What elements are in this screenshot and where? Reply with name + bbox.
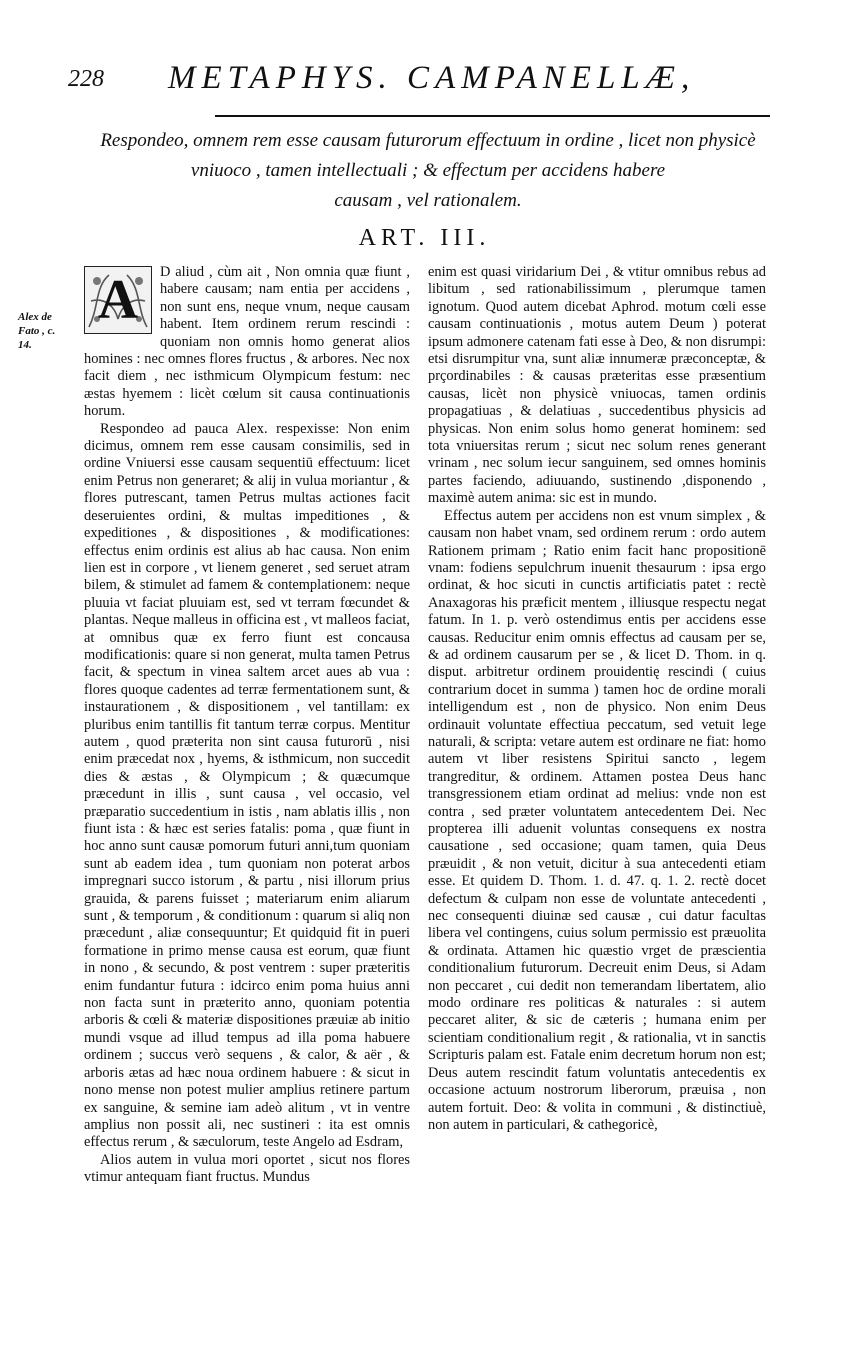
margin-note-line: Alex de bbox=[18, 311, 52, 323]
left-column bbox=[84, 264, 410, 1187]
initial-letter: A bbox=[97, 269, 139, 331]
margin-note bbox=[18, 310, 74, 352]
summary-line: Respondeo, omnem rem esse causam futurorum effectuum in ordine , licet non physicè bbox=[100, 130, 756, 151]
running-head bbox=[68, 60, 768, 100]
header-rule bbox=[215, 115, 770, 117]
paragraph: Effectus autem per accidens non est vnum simplex , & causam non habet vnam, sed ordinem rerum : ordo autem Rationem primam ; Ratio enim facit hanc propositionē vnam: fodiens sepulchrum inuenit thesaurum : ipsa ergo ordinat, & hoc sicuti in cunctis artificiatis patet : rectè Anaxagoras his præficit mentem , illiusque respectu negat fatum. In 1. p. verò ostendimus entis per accidens esse causas. Reducitur enim omnis effectus ad causam per se, & ad ordinem causarum per se , & licet D. Thom. in q. disput. arbitretur ordinem prouidentię rescindi ( cuius contrarium docet in summa ) tamen hoc de ordine morali intelligendum est , non de physico. Non enim Deus ordinauit voluntate effectiua peccatum, sed vetuit lege naturali, & scripta: vetare autem est ordinare ne fiat: homo autem vt liber resistens Spiritui sancto , legem trangreditur, & ordinem. Attamen postea Deus hanc transgressionem etiam ordinat ad melius: vnde non est contra , sed præter voluntatem antecedentem Dei. Nec propterea illi aduenit voluntas consequens ex nostra causatione , sed occasione; quam tamen, quia Deus præuidit , & non vetuit, dicitur à sua antecedenti etiam esse. Et quidem D. Thom. 1. d. 47. q. 1. 2. rectè docet defectum & culpam non esse de voluntate antecedenti , nec consequenti diuinæ sed causæ , cui datur facultas libera vel contingens, cuius solum permissio est præuolita & ordinata. Attamen hic quæstio vrget de præscientia conditionalium futurorum. Decreuit enim Deus, si Adam non peccaret , cui dedit non temerandam libertatem, alio modo ordinare res politicas & naturales : si autem peccaret aliter, & sic de cæteris ; humana enim per scientiam conditionalium regit , & rationalia, vt in sanctis Scripturis palam est. Fatale enim decretum horum non est; Deus autem rescindit fatum voluntatis antecedentis ex occasione actuum nostrorum liberorum, præuisa , non autem fortuit. Deo: & volita in communi , & distinctiuè, non autem in particulari, & cathegoricè, bbox=[428, 507, 766, 1133]
running-title: METAPHYS. CAMPANELLÆ, bbox=[168, 60, 696, 96]
summary-line: causam , vel rationalem. bbox=[334, 190, 522, 211]
article-heading: ART. III. bbox=[358, 225, 491, 251]
summary-line: vniuoco , tamen intellectuali ; & effectum per accidens habere bbox=[190, 160, 666, 181]
paragraph: Respondeo ad pauca Alex. respexisse: Non enim dicimus, omnem rem esse causam consimilis, sed in ordine Vniuersi esse causam sequentiū effectuum: licet enim Petrus non generaret; & alij in vulua moriantur , & flores putrescant, tamen Petrus multas actiones facit deseruientes ordini, & multas impeditiones , & expeditiones , & dispositiones , & modificationes: effectus enim ordinis est alius ab hac causa. Non enim lien est in corpore , vt lienem generet , sed seruet atram bilem, & stimulet ad famem & contemplationem: neque pluuia vt faciat pluuiam est, sed vt terram fœcundet & plantas. Neque malleus in officina est , vt malleos faciat, at omnibus quæ ex ferro fiunt est concausa modificationis: quare si non generat, multa tamen Petrus facit, & spectum in vinea saltem arcet aues ab vua : flores quoque cadentes ad terræ fermentationem sunt, & instaurationem , & dispositionem , vel tantillam: ex pluribus enim tantillis fit tantum terræ corpus. Mentitur autem , quod præterita non sint causa futurorū , nisi enim præcedat nox , hyems, & isthmicum, non succedit dies & æstas , & Olympicum ; & quæcumque præcedunt in illis , sunt causa , vel occasio, vel præparatio succedentium in istis , nam ablatis illis , non fiunt ista : & hæc est series fatalis: poma , quæ fiunt in hoc anno sunt causæ pomorum futuri anni,tum quoniam sunt ab eadem idea , tum quoniam non poterat arbos impregnari succo istorum , & partu , nisi illorum prius grauida, & parens fuisset ; materiarum enim aliarum sunt , & temporum , & conditionum : quarum si aliq non præcedunt , aliæ consequuntur; Et quidquid fit in pueri formatione in primo mense causa est eorum, quæ fiunt in nono , & secundo, & post ventrem : super præteritis enim fundantur futura : idcirco enim poma huius anni non facta sunt in præterito anno, quoniam potentia arboris & cœli & materiæ dispositiones præuiæ ab initio mundi vsque ad illud tempus ad illa poma habuere ordinem ; succus verò sequens , & calor, & aër , & arboris ætas ad hæc noua ordinem habuere : & sicut in nono mense non potest mulier amplius retinere partum ex sanguine, & semine iam adeò alitum , vt in ventre amplius non possit ali, nec sustineri : ita est omnis effectus rerum , & sæculorum, teste Angelo ad Esdram, bbox=[84, 420, 410, 1151]
first-paragraph-text: D aliud , cùm ait , Non omnia quæ fiunt , habere causam; nam entia per accidens , non sunt ens, neque vnum, neque causam habent. Item ordinem rerum rescindi : quoniam non omnis homo generat alios homines : nec omnes flores fructus , & arbores. Nec nox facit diem , nec isthmicum Olympicum festum: nec æstas hyemem : licèt cœlum sit causa continuationis horum. bbox=[84, 264, 410, 420]
margin-note-line: Fato , c. bbox=[18, 325, 56, 337]
article-summary bbox=[78, 126, 778, 216]
page-number: 228 bbox=[68, 66, 104, 92]
margin-note-line: 14. bbox=[18, 339, 32, 351]
paragraph: Alios autem in vulua mori oportet , sicut nos flores vtimur antequam fiant fructus. Mundus bbox=[84, 1151, 410, 1186]
right-column bbox=[428, 264, 766, 1134]
paragraph: enim est quasi viridarium Dei , & vtitur omnibus rebus ad libitum , sed rationabilissimum , plerumque tamen ignotum. Quod autem dicebat Aphrod. motum cœli esse causam continuationis , motus autem Deum ) poterat ipsum admonere catenam fati esse à Deo, & non disrumpi: etsi disrumpitur vna, sunt aliæ innumeræ præconceptæ, & prçordinabiles : & causas præteritas esse præsentium causas, licèt non physicè vniuocas, tamen ordinis propagatiuas , & delatiuas , succedentibus physicis ad physicas. Non enim solus homo generat hominem: sed tota vniuersitas rerum ; sicut nec solum renes generant vrinam , nec solum iecur sanguinem, sed omnes hominis partes faciendo, adiuuando, sustinendo ,disponendo , maximè autem anima: sic est in mundo. bbox=[428, 264, 766, 507]
decorated-initial-icon bbox=[84, 266, 152, 334]
first-paragraph bbox=[84, 264, 410, 421]
